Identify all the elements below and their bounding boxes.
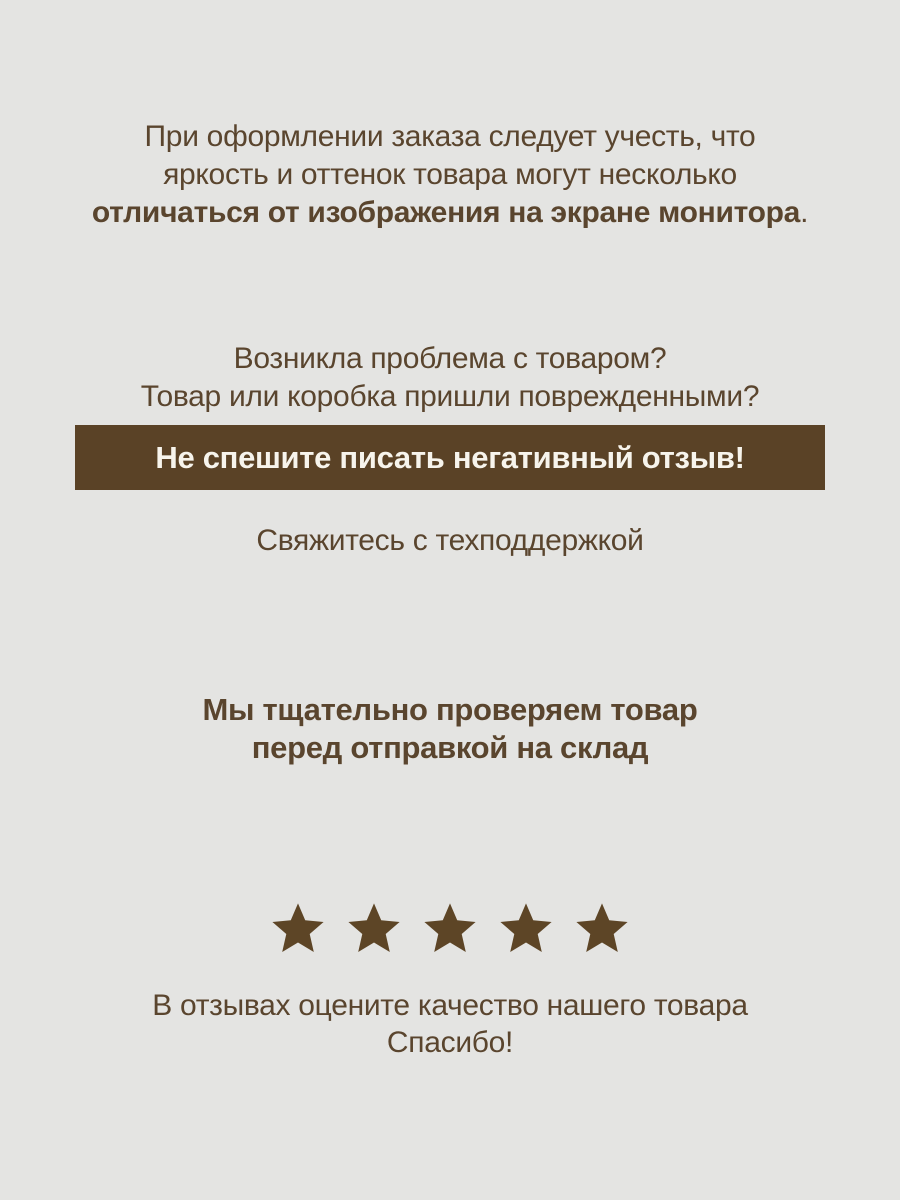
star-icon bbox=[574, 899, 630, 957]
problem-question-text bbox=[0, 340, 900, 416]
quality-check-text bbox=[0, 691, 900, 767]
star-rating bbox=[0, 899, 900, 957]
no-negative-review-banner bbox=[75, 425, 825, 490]
quality-line-1: Мы тщательно проверяем товар bbox=[202, 692, 698, 727]
quality-line-2: перед отправкой на склад bbox=[251, 730, 649, 765]
disclaimer-line-1: При оформлении заказа следует учесть, что bbox=[144, 120, 756, 153]
star-icon bbox=[498, 899, 554, 957]
problem-line-1: Возникла проблема с товаром? bbox=[233, 342, 667, 375]
star-icon bbox=[270, 899, 326, 957]
star-icon bbox=[422, 899, 478, 957]
disclaimer-line-3-bold: отличаться от изображения на экране монитора bbox=[91, 196, 801, 229]
color-disclaimer-text bbox=[0, 118, 900, 232]
review-request-text bbox=[0, 987, 900, 1061]
problem-line-2: Товар или коробка пришли поврежденными? bbox=[140, 380, 760, 413]
disclaimer-line-2: яркость и оттенок товара могут несколько bbox=[163, 158, 737, 191]
disclaimer-line-3-period: . bbox=[800, 196, 809, 229]
contact-support-text bbox=[0, 524, 900, 558]
banner-label: Не спешите писать негативный отзыв! bbox=[155, 439, 745, 475]
review-line-1: В отзывах оцените качество нашего товара bbox=[152, 989, 748, 1022]
star-icon bbox=[346, 899, 402, 957]
review-line-2: Спасибо! bbox=[386, 1026, 514, 1059]
support-label: Свяжитесь с техподдержкой bbox=[256, 524, 644, 557]
